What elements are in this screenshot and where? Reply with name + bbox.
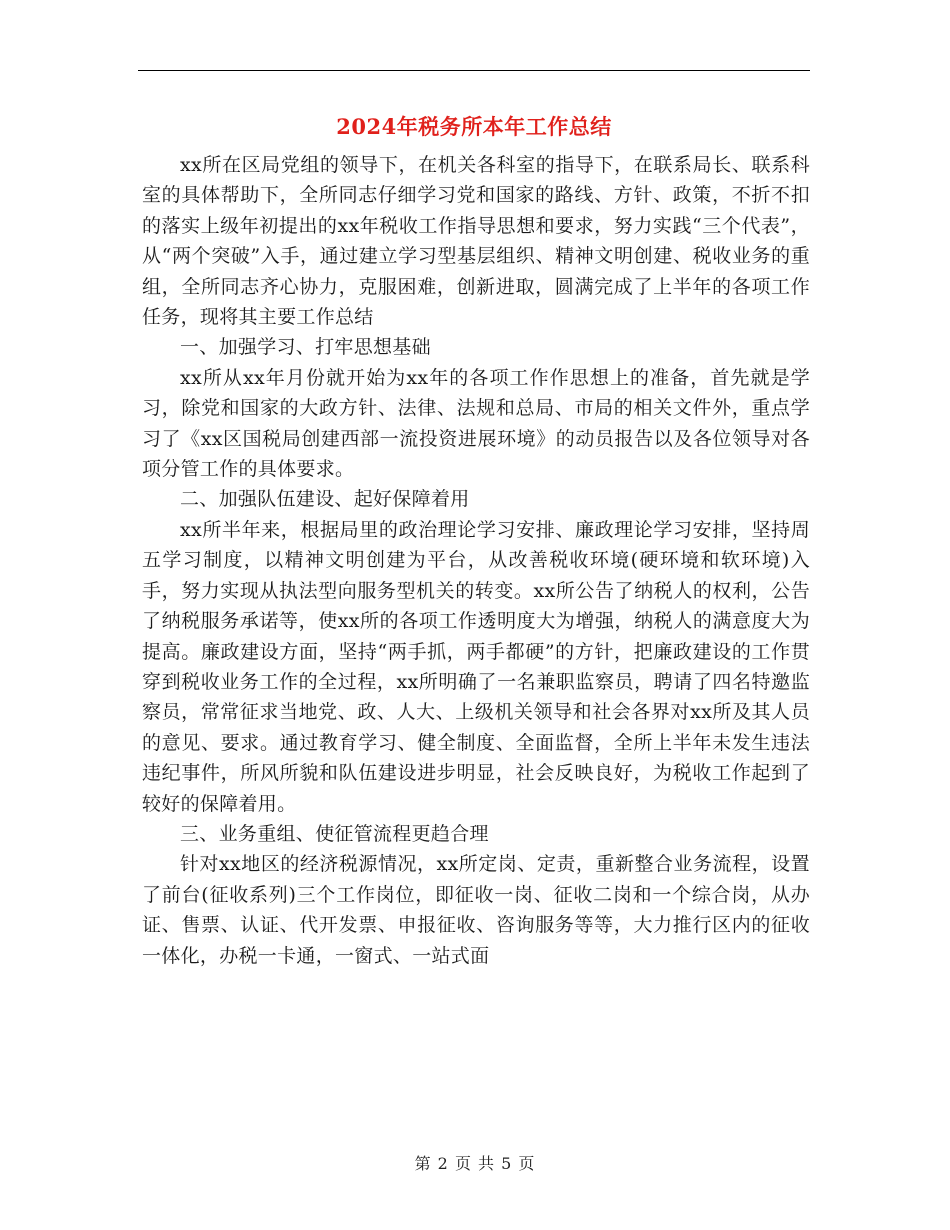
document-title: 2024年税务所本年工作总结	[336, 114, 612, 139]
header-rule	[138, 70, 810, 71]
intro-paragraph: xx所在区局党组的领导下，在机关各科室的指导下，在联系局长、联系科室的具体帮助下，全所同志仔细学习党和国家的路线、方针、政策，不折不扣的落实上级年初提出的xx年税收工作指导思想和要求，努力实践“三个代表”，从“两个突破”入手，通过建立学习型基层组织、精神文明创建、税收业务的重组，全所同志齐心协力，克服困难，创新进取，圆满完成了上半年的各项工作任务，现将其主要工作总结	[142, 154, 810, 329]
page-number-footer: 第 2 页 共 5 页	[414, 1154, 536, 1173]
section-heading-1: 一、加强学习、打牢思想基础	[180, 336, 431, 359]
section-3-paragraph: 针对xx地区的经济税源情况，xx所定岗、定责，重新整合业务流程，设置了前台(征收系列)三个工作岗位，即征收一岗、征收二岗和一个综合岗，从办证、售票、认证、代开发票、申报征收、咨询服务等等，大力推行区内的征收一体化，办税一卡通，一窗式、一站式面	[142, 853, 810, 967]
section-heading-2: 二、加强队伍建设、起好保障着用	[180, 488, 470, 511]
section-heading-3: 三、业务重组、使征管流程更趋合理	[180, 822, 489, 845]
section-2-paragraph: xx所半年来，根据局里的政治理论学习安排、廉政理论学习安排，坚持周五学习制度，以精神文明创建为平台，从改善税收环境(硬环境和软环境)入手，努力实现从执法型向服务型机关的转变。xx所公告了纳税人的权利，公告了纳税服务承诺等，使xx所的各项工作透明度大为增强，纳税人的满意度大为提高。廉政建设方面，坚持“两手抓，两手都硬”的方针，把廉政建设的工作贯穿到税收业务工作的全过程，xx所明确了一名兼职监察员，聘请了四名特邀监察员，常常征求当地党、政、人大、上级机关领导和社会各界对xx所及其人员的意见、要求。通过教育学习、健全制度、全面监督，全所上半年未发生违法违纪事件，所风所貌和队伍建设进步明显，社会反映良好，为税收工作起到了较好的保障着用。	[142, 518, 810, 815]
document-body	[142, 150, 810, 971]
section-1-paragraph: xx所从xx年月份就开始为xx年的各项工作作思想上的准备，首先就是学习，除党和国家的大政方针、法律、法规和总局、市局的相关文件外，重点学习了《xx区国税局创建西部一流投资进展环境》的动员报告以及各位领导对各项分管工作的具体要求。	[142, 366, 810, 481]
